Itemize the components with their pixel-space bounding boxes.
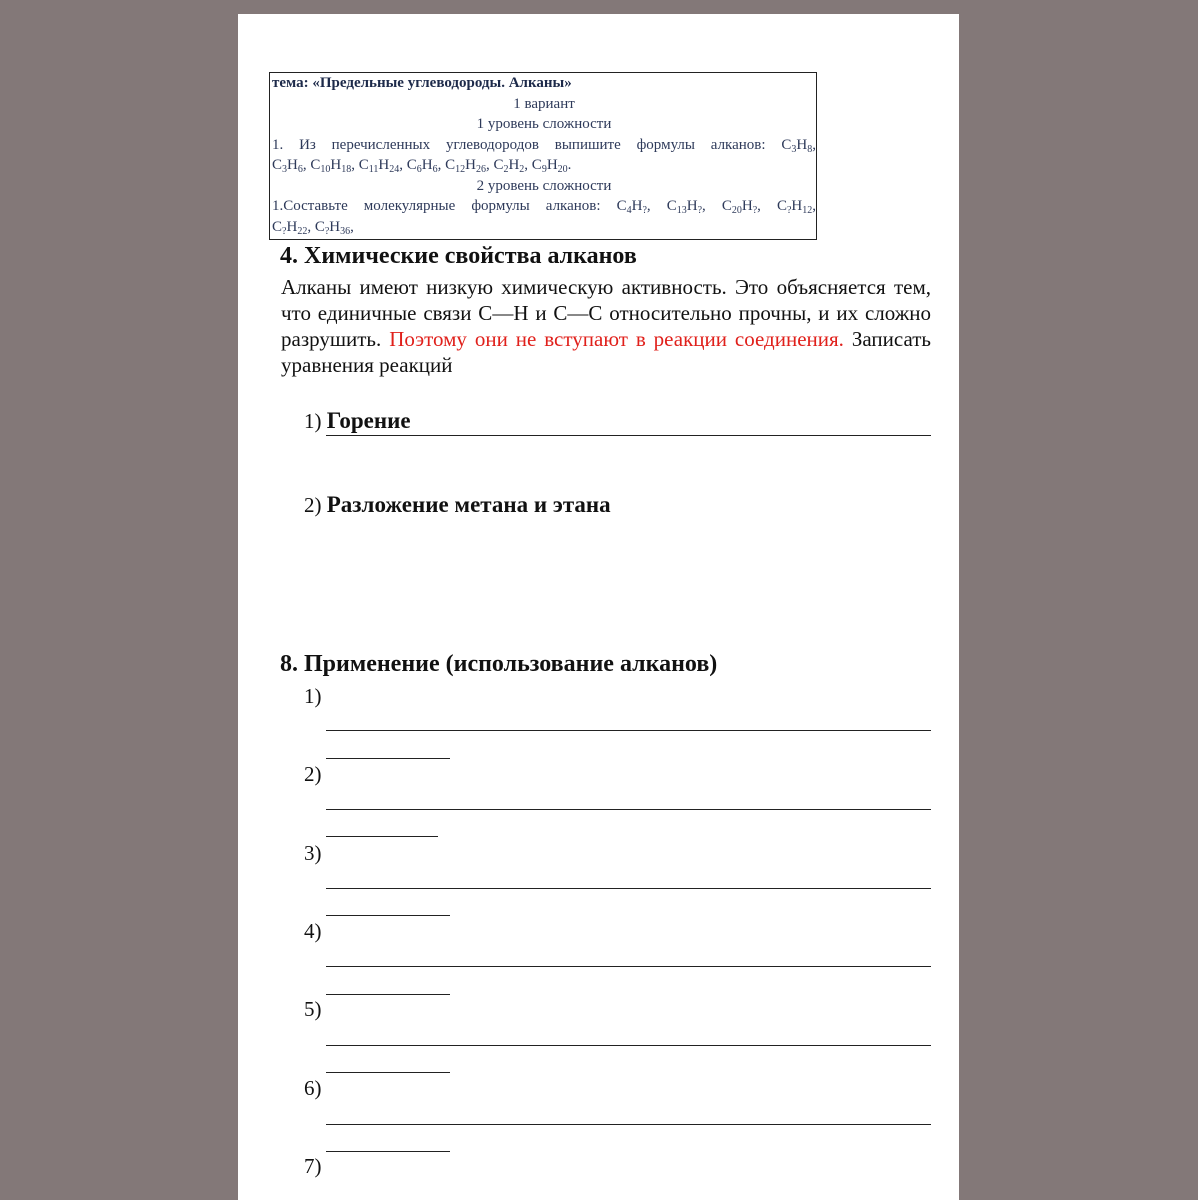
reaction-item-2	[304, 492, 611, 518]
answer-line[interactable]	[326, 730, 931, 731]
answer-line[interactable]	[326, 1124, 931, 1125]
reaction-item-label: Горение	[326, 408, 411, 433]
answer-line[interactable]	[326, 836, 438, 837]
section4-paragraph	[281, 274, 931, 378]
level1-task: 1. Из перечисленных углеводородов выпишите формулы алканов: $C_3H_8$, $C_3H_6$, $C_{10}H_{18}$, $C_{11}H_{24}$, $C_6H_6$, $C_{12}H_{26}$, $C_2H_2$, $C_9H_{20}$.	[272, 136, 816, 175]
worksheet-page	[238, 14, 959, 1200]
answer-line[interactable]	[326, 1072, 450, 1073]
level2-task-text: 1.Составьте молекулярные формулы алканов:	[272, 198, 601, 214]
level1-heading: 1 уровень сложности	[476, 116, 612, 132]
usage-item-number: 1)	[304, 684, 322, 708]
usage-item-number: 5)	[304, 997, 322, 1021]
answer-line[interactable]	[326, 915, 450, 916]
reaction-item-number: 1)	[304, 409, 322, 433]
level2-heading: 2 уровень сложности	[476, 177, 612, 194]
section4-text-part2: Записать уравнения реакций	[281, 327, 932, 377]
answer-line[interactable]	[326, 809, 931, 810]
usage-item-number: 3)	[304, 841, 322, 865]
section4-heading: 4. Химические свойства алканов	[280, 243, 637, 269]
level1-task-text: 1. Из перечисленных углеводородов выпишите формулы алканов:	[272, 136, 766, 153]
reaction-item-1	[304, 408, 411, 434]
answer-line[interactable]	[326, 1045, 931, 1046]
section4-text-red: Поэтому они не вступают в реакции соединения.	[389, 327, 844, 351]
answer-line[interactable]	[326, 994, 450, 995]
usage-item-number: 7)	[304, 1154, 322, 1178]
task-box	[269, 72, 817, 240]
usage-item-number: 2)	[304, 762, 322, 786]
reaction-item-label: Разложение метана и этана	[326, 492, 611, 517]
answer-line[interactable]	[326, 966, 931, 967]
task-box-title: тема: «Предельные углеводороды. Алканы»	[272, 75, 572, 91]
usage-item-number: 4)	[304, 919, 322, 943]
variant-label: 1 вариант	[513, 95, 575, 112]
level2-task: 1.Составьте молекулярные формулы алканов: $C_4H_?$, $C_{13}H_?$, $C_{20}H_?$, $C_?H_{12}$, $C_?H_{22}$, $C_?H_{36}$,	[272, 198, 816, 237]
reaction-item-number: 2)	[304, 493, 322, 517]
answer-line[interactable]	[326, 435, 931, 436]
section8-heading: 8. Применение (использование алканов)	[280, 651, 718, 677]
answer-line[interactable]	[326, 1151, 450, 1152]
section4-text-part1: Алканы имеют низкую химическую активность. Это объясняется тем, что единичные связи С—Н и С—С относительно прочны, и их сложно разрушить.	[281, 275, 931, 351]
answer-line[interactable]	[326, 758, 450, 759]
usage-item-number: 6)	[304, 1076, 322, 1100]
answer-line[interactable]	[326, 888, 931, 889]
